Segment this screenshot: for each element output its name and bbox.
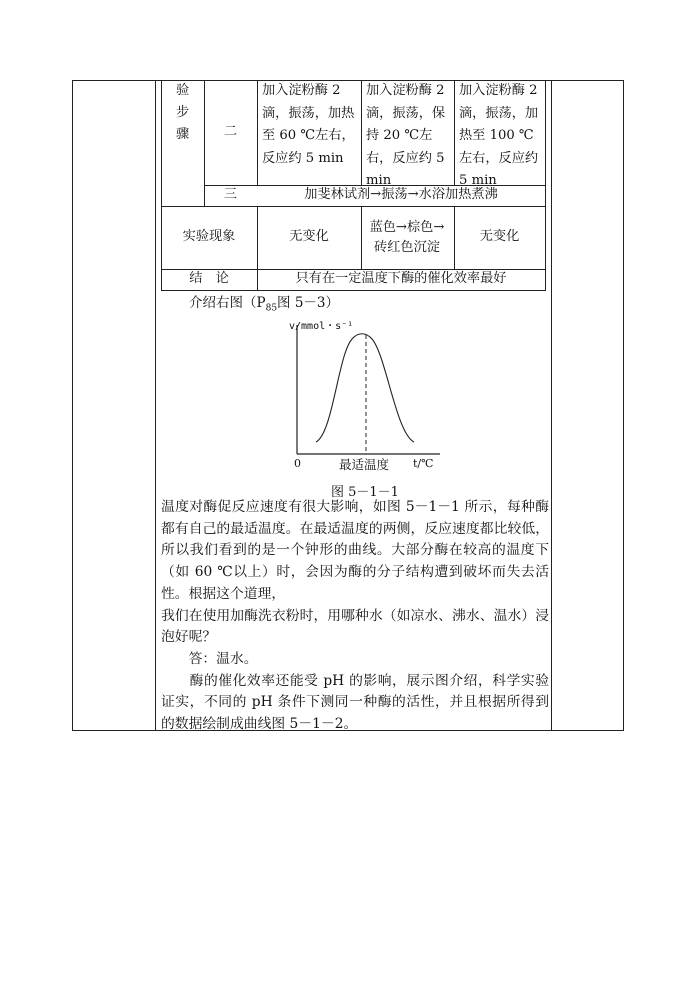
figure-intro-suffix: 图 5－3） xyxy=(277,295,340,311)
step2-cell-100c: 加入淀粉酶 2 滴，振荡，加热至 100 ℃左右，反应约 5 min xyxy=(459,83,539,188)
table-line-v6 xyxy=(545,80,546,291)
optimum-temp-label: 最适温度 xyxy=(339,457,390,472)
paragraph-ph: 酶的催化效率还能受 pH 的影响，展示图介绍，科学实验证实，不同的 pH 条件下测同一种酶的活性，并且根据所得到的数据绘制成曲线图 5－1－2。 xyxy=(161,672,549,733)
figure-caption: 图 5－1－1 xyxy=(331,485,399,500)
bell-curve xyxy=(316,334,414,442)
step2-label: 二 xyxy=(223,124,238,140)
phenomenon-100c: 无变化 xyxy=(479,229,520,245)
step3-text: 加斐林试剂→振荡→水浴加热煮沸 xyxy=(304,187,498,203)
table-line-v4b xyxy=(361,206,362,269)
conclusion-label: 结 论 xyxy=(189,271,229,287)
step2-cell-20c: 加入淀粉酶 2 滴，振荡，保持 20 ℃左右，反应约 5 min xyxy=(366,83,446,188)
y-axis-label: v/mmol・s⁻¹ xyxy=(289,321,354,332)
x-axis-label: t/℃ xyxy=(413,457,434,470)
phenomenon-60c: 无变化 xyxy=(289,229,329,245)
paragraph-temperature: 温度对酶促反应速度有很大影响，如图 5－1－1 所示，每种酶都有自己的最适温度。在最适温度的两侧，反应速度都比较低，所以我们看到的是一个钟形的曲线。大部分酶在较高的温度下（如 60 ℃以上）时，会因为酶的分子结构遭到破坏而失去活性。根据这个道理， 我们在使用加酶洗衣粉时，用哪种水（如凉水、沸水、温水）浸泡好呢？ xyxy=(161,499,549,646)
step2-cell-60c: 加入淀粉酶 2 滴，振荡，加热至 60 ℃左右，反应约 5 min xyxy=(262,83,355,166)
figure-intro-prefix: 介绍右图（P xyxy=(189,295,266,311)
figure-intro-page: 85 xyxy=(265,303,278,314)
table-line-v4 xyxy=(361,80,362,185)
phenomenon-20c: 蓝色→棕色→砖红色沉淀 xyxy=(369,219,445,255)
paragraph-answer: 答：温水。 xyxy=(161,650,258,667)
outer-border-left xyxy=(72,80,73,731)
outer-border-right-inner xyxy=(551,80,552,731)
outer-border-right xyxy=(623,80,624,731)
origin-label: 0 xyxy=(294,457,301,470)
body-text xyxy=(161,497,549,736)
step3-label: 三 xyxy=(223,187,238,203)
phenomenon-label: 实验现象 xyxy=(182,229,236,245)
stage-label: 验 步 骤 xyxy=(176,83,190,142)
conclusion-text: 只有在一定温度下酶的催化效率最好 xyxy=(295,271,507,287)
table-line-v3 xyxy=(257,80,258,185)
table-line-v5 xyxy=(454,80,455,185)
outer-border-mid xyxy=(155,80,156,731)
temperature-curve-figure xyxy=(288,315,448,475)
